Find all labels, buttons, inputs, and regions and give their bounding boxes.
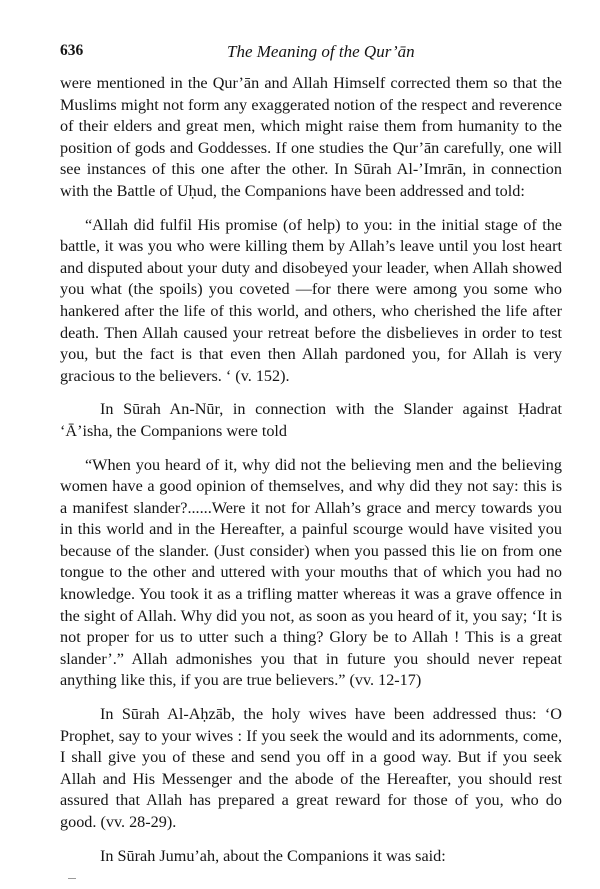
quote-al-imran: “Allah did fulfil His promise (of help) to you: in the initial stage of the battle, it was you who were killing them by Allah’s leave until you lost heart and disputed about your duty and disobeyed your leader, when Allah showed you what (the spoils) you coveted —for there were among you some who hankered after the life of this world, and others, who cherished the life after death. Then Allah caused your retreat before the disbelieves in order to test you, but the fact is that even then Allah pardoned you, for Allah is very gracious to the believers. ‘ (v. 152).: [60, 215, 562, 385]
paragraph-jumuah: In Sūrah Jumu’ah, about the Companions it was said:: [100, 846, 446, 865]
running-title: The Meaning of the Qur’ān: [227, 42, 415, 61]
body-text: [60, 73, 562, 867]
paragraph-al-ahzab: In Sūrah Al-Aḥzāb, the holy wives have been addressed thus: ‘O Prophet, say to your wives : If you seek the would and its adornments, come, I shall give you of these and send you off in a good way. But if you seek Allah and His Messenger and the abode of the Hereafter, you should rest assured that Allah has prepared a great reward for those of you, who do good. (vv. 28-29).: [60, 705, 562, 831]
scan-mark: [68, 878, 76, 879]
page-number: 636: [60, 42, 84, 59]
paragraph-an-nur: In Sūrah An-Nūr, in connection with the Slander against Ḥadrat ‘Ā’isha, the Companions were told: [60, 400, 562, 440]
page-header: [60, 42, 560, 66]
quote-an-nur: “When you heard of it, why did not the believing men and the believing women have a good opinion of themselves, and why did they not say: this is a manifest slander?......Were it not for Allah’s grace and mercy towards you in this world and in the Hereafter, a painful scourge would have visited you because of the slander. (Just consider) when you passed this lie on from one tongue to the other and uttered with your mouths that of which you had no knowledge. You took it as a trifling matter whereas it was a grave offence in the sight of Allah. Why did you not, as soon as you heard of it, you say; ‘It is not proper for us to utter such a thing? Glory be to Allah ! This is a great slander’.” Allah admonishes you that in future you should never repeat anything like this, if you are true believers.” (vv. 12-17): [60, 455, 562, 690]
paragraph-intro: were mentioned in the Qur’ān and Allah Himself corrected them so that the Muslims might not form any exaggerated notion of the respect and reverence of their elders and great men, which might raise them from humanity to the position of gods and Goddesses. If one studies the Qur’ān carefully, one will see instances of this one after the other. In Sūrah Al-’Imrān, in connection with the Battle of Uḥud, the Companions have been addressed and told:: [60, 74, 562, 200]
